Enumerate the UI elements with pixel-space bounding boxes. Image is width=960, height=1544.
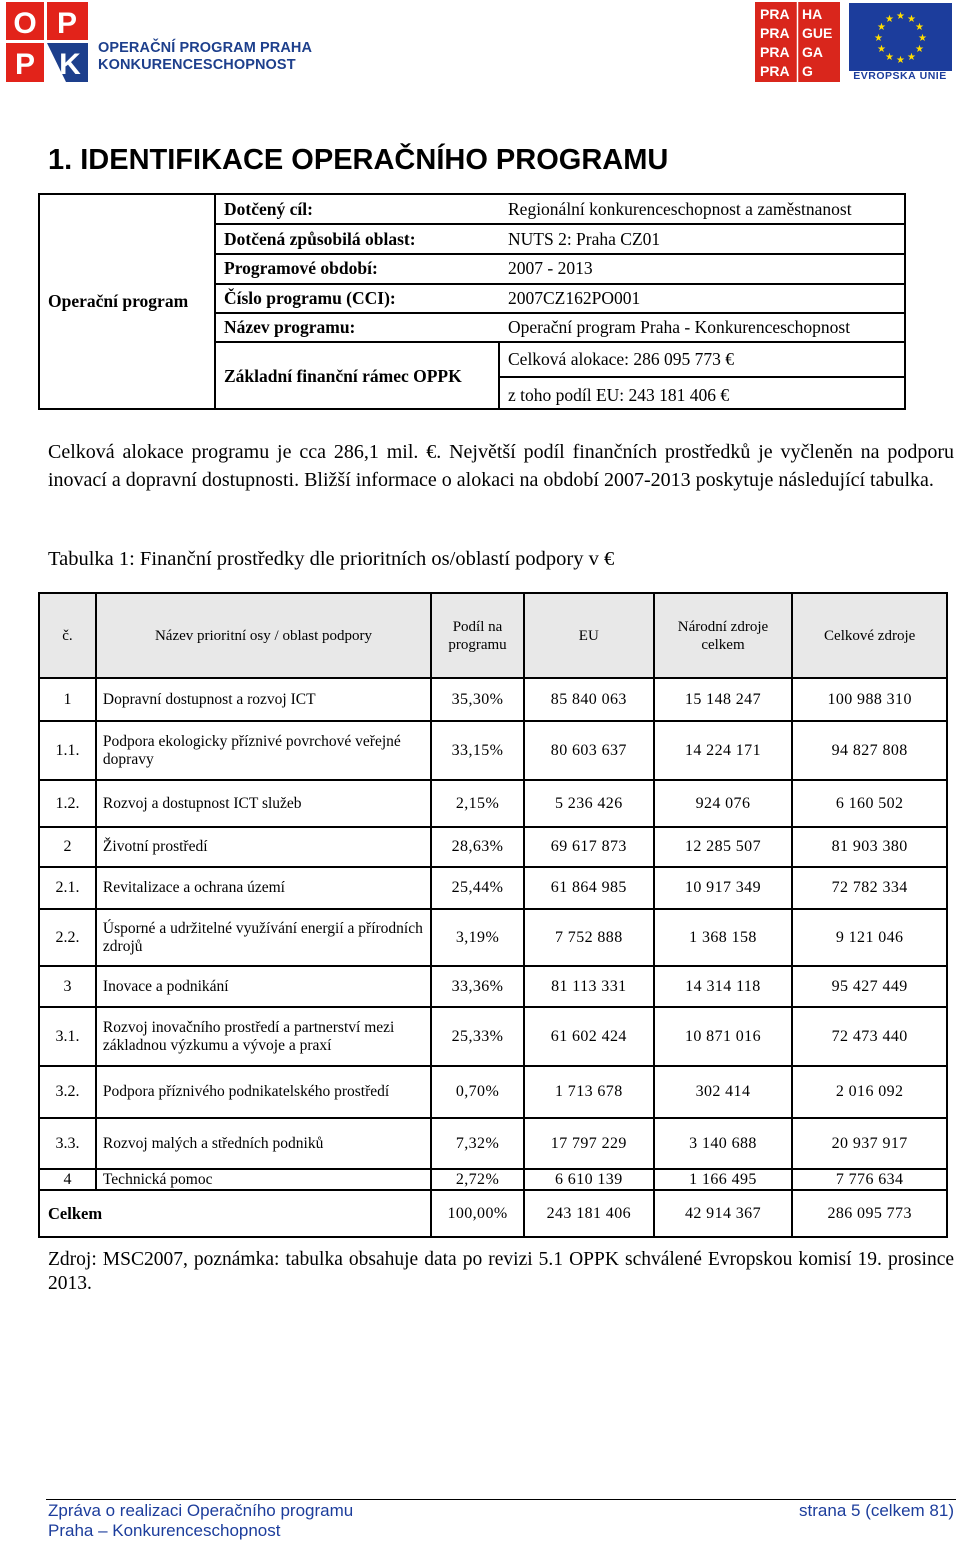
svg-text:★: ★ [907,52,916,63]
oppk-logo-text [98,40,312,74]
row-total: 9 121 046 [792,909,947,966]
table-row [39,1169,947,1190]
footer-page-number: strana 5 (celkem 81) [799,1501,954,1520]
praha-r1c1: PRA [760,6,790,22]
row-national: 1 166 495 [654,1169,793,1190]
id-value-area: NUTS 2: Praha CZ01 [508,229,661,249]
row-national: 14 314 118 [654,966,793,1007]
row-name: Technická pomoc [96,1169,431,1190]
svg-text:★: ★ [915,22,924,33]
row-name: Rozvoj a dostupnost ICT služeb [96,780,431,827]
footer-title-line1: Zpráva o realizaci Operačního programu [48,1501,354,1520]
row-national: 10 917 349 [654,867,793,909]
eu-flag-icon [849,3,952,71]
row-number: 2 [39,827,96,867]
row-share: 7,32% [431,1118,524,1169]
id-label-name: Název programu: [224,317,356,337]
row-total: 72 782 334 [792,867,947,909]
footer-document-title [48,1501,353,1541]
row-national: 924 076 [654,780,793,827]
footer-title-line2: Praha – Konkurenceschopnost [48,1521,281,1540]
row-national: 14 224 171 [654,721,793,780]
row-total: 100 988 310 [792,678,947,721]
row-share: 2,15% [431,780,524,827]
id-value-period: 2007 - 2013 [508,258,593,278]
row-total: 72 473 440 [792,1007,947,1066]
row-name: Dopravní dostupnost a rozvoj ICT [96,678,431,721]
row-eu: 61 864 985 [524,867,654,909]
table-row [39,827,947,867]
row-eu: 69 617 873 [524,827,654,867]
svg-text:★: ★ [874,33,883,44]
table-row [39,1066,947,1118]
oppk-letter-o: O [13,7,37,40]
row-share: 35,30% [431,678,524,721]
row-name: Podpora příznivého podnikatelského prostředí [96,1066,431,1118]
id-value-target: Regionální konkurenceschopnost a zaměstnanost [508,199,852,219]
id-value-cci: 2007CZ162PO001 [508,288,641,308]
id-label-target: Dotčený cíl: [224,199,313,219]
row-national: 15 148 247 [654,678,793,721]
total-label: Celkem [39,1190,431,1237]
row-total: 2 016 092 [792,1066,947,1118]
row-number: 3.2. [39,1066,96,1118]
finance-table-header [39,593,947,678]
table-row [39,867,947,909]
total-eu: 243 181 406 [524,1190,654,1237]
oppk-letter-p2: P [14,48,36,81]
svg-text:★: ★ [896,11,905,22]
svg-text:★: ★ [896,55,905,66]
row-share: 33,15% [431,721,524,780]
col-header-eu: EU [524,593,654,678]
row-eu: 6 610 139 [524,1169,654,1190]
col-header-number: č. [39,593,96,678]
table-row [39,780,947,827]
praha-r4c2: G [802,63,813,79]
svg-text:★: ★ [885,14,894,25]
row-eu: 81 113 331 [524,966,654,1007]
row-share: 2,72% [431,1169,524,1190]
col-header-total: Celkové zdroje [792,593,947,678]
row-share: 25,44% [431,867,524,909]
row-number: 3.3. [39,1118,96,1169]
row-number: 3 [39,966,96,1007]
total-national: 42 914 367 [654,1190,793,1237]
id-value-name: Operační program Praha - Konkurenceschopnost [508,317,851,337]
svg-text:★: ★ [915,44,924,55]
row-eu: 80 603 637 [524,721,654,780]
section-heading: 1. IDENTIFIKACE OPERAČNÍHO PROGRAMU [48,144,669,176]
row-name: Podpora ekologicky příznivé povrchové veřejné dopravy [96,721,431,780]
row-number: 2.1. [39,867,96,909]
row-national: 302 414 [654,1066,793,1118]
identification-table [38,193,906,410]
table-row [39,678,947,721]
total-share: 100,00% [431,1190,524,1237]
row-share: 28,63% [431,827,524,867]
row-name: Úsporné a udržitelné využívání energií a přírodních zdrojů [96,909,431,966]
operational-program-label: Operační program [48,291,189,311]
row-eu: 85 840 063 [524,678,654,721]
row-national: 1 368 158 [654,909,793,966]
table-row [39,966,947,1007]
praha-logo [755,2,840,82]
row-name: Rozvoj inovačního prostředí a partnerství mezi základnou výzkumu a vývoje a praxí [96,1007,431,1066]
row-total: 81 903 380 [792,827,947,867]
table-row [39,909,947,966]
oppk-letter-k: K [59,48,81,81]
col-header-name: Název prioritní osy / oblast podpory [96,593,431,678]
row-total: 6 160 502 [792,780,947,827]
row-share: 0,70% [431,1066,524,1118]
row-total: 95 427 449 [792,966,947,1007]
row-number: 4 [39,1169,96,1190]
row-number: 3.1. [39,1007,96,1066]
row-number: 2.2. [39,909,96,966]
praha-r3c1: PRA [760,44,790,60]
oppk-logo [6,2,88,82]
row-name: Revitalizace a ochrana území [96,867,431,909]
row-national: 10 871 016 [654,1007,793,1066]
row-total: 20 937 917 [792,1118,947,1169]
row-eu: 7 752 888 [524,909,654,966]
col-header-share: Podíl na programu [431,593,524,678]
footer-divider [46,1499,956,1500]
oppk-logo-line1: OPERAČNÍ PROGRAM PRAHA [98,40,313,56]
total-total: 286 095 773 [792,1190,947,1237]
praha-r2c2: GUE [802,25,833,41]
id-label-finance: Základní finanční rámec OPPK [224,366,462,386]
praha-r3c2: GA [802,44,823,60]
id-label-area: Dotčená způsobilá oblast: [224,229,416,249]
id-value-total-allocation: Celková alokace: 286 095 773 € [508,349,734,369]
id-value-eu-share: z toho podíl EU: 243 181 406 € [508,385,730,405]
svg-text:★: ★ [918,33,927,44]
row-eu: 17 797 229 [524,1118,654,1169]
row-name: Rozvoj malých a středních podniků [96,1118,431,1169]
row-eu: 5 236 426 [524,780,654,827]
id-label-period: Programové období: [224,258,378,278]
id-label-cci: Číslo programu (CCI): [224,288,396,308]
oppk-logo-line2: KONKURENCESCHOPNOST [98,57,296,73]
svg-text:★: ★ [885,52,894,63]
praha-r2c1: PRA [760,25,790,41]
intro-paragraph: Celková alokace programu je cca 286,1 mil. €. Největší podíl finančních prostředků je vyčleněn na podporu inovací a dopravní dostupnosti. Bližší informace o alokaci na období 2007-2013 poskytuje následující tabulka. [48,441,954,491]
svg-text:★: ★ [877,22,886,33]
row-share: 3,19% [431,909,524,966]
row-share: 33,36% [431,966,524,1007]
row-national: 12 285 507 [654,827,793,867]
praha-r1c2: HA [802,6,823,22]
col-header-national: Národní zdroje celkem [654,593,793,678]
row-share: 25,33% [431,1007,524,1066]
oppk-letter-p1: P [56,7,78,40]
row-eu: 1 713 678 [524,1066,654,1118]
row-number: 1.2. [39,780,96,827]
row-total: 94 827 808 [792,721,947,780]
svg-text:★: ★ [877,44,886,55]
row-total: 7 776 634 [792,1169,947,1190]
table-caption: Tabulka 1: Finanční prostředky dle prioritních os/oblastí podpory v € [48,548,615,570]
praha-r4c1: PRA [760,63,790,79]
table-total-row [39,1190,947,1237]
finance-table [38,592,948,1238]
row-number: 1.1. [39,721,96,780]
svg-text:★: ★ [907,14,916,25]
eu-label: EVROPSKÁ UNIE [853,70,947,82]
row-national: 3 140 688 [654,1118,793,1169]
source-note: Zdroj: MSC2007, poznámka: tabulka obsahuje data po revizi 5.1 OPPK schválené Evropskou komisí 19. prosince 2013. [48,1249,954,1294]
table-row [39,721,947,780]
table-row [39,1118,947,1169]
row-name: Inovace a podnikání [96,966,431,1007]
row-eu: 61 602 424 [524,1007,654,1066]
table-row [39,1007,947,1066]
row-number: 1 [39,678,96,721]
row-name: Životní prostředí [96,827,431,867]
